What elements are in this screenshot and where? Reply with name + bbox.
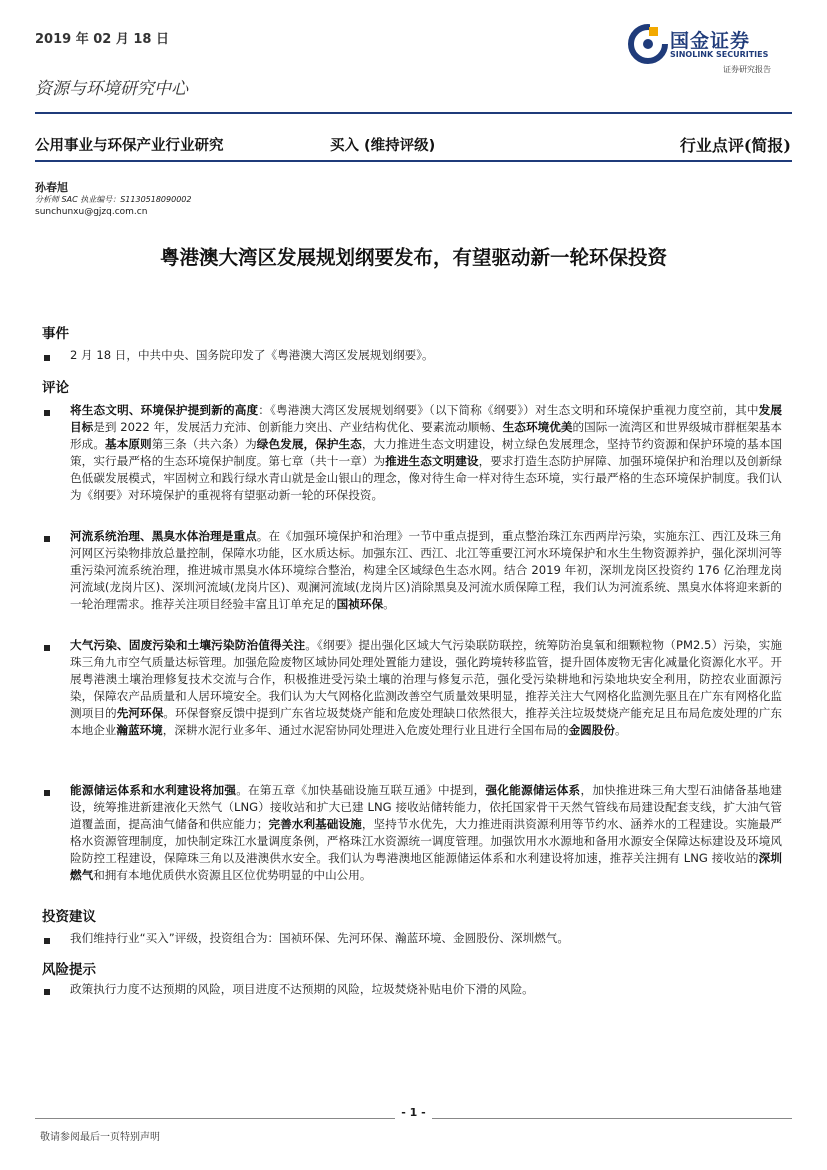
report-title: 粤港澳大湾区发展规划纲要发布，有望驱动新一轮环保投资 (159, 246, 667, 269)
author-cert: 分析师 SAC 执业编号：S1130518090002 (35, 195, 192, 204)
body-text: 的国际一流湾区和世界级城市群框架基本形成。 (70, 420, 782, 451)
body-text: 。在《加强环境保护和治理》一节中重点提到，重点整治珠江东西两岸污染，实施东江、西江及珠三角河网区污染物排放总量控制，保障水功能，区水质达标。加强东江、西江、北江等重要江河水环境保护和水生生物资源养护，强化深圳河等重污染河流系统治理，推进城市黑臭水体环境综合整治，构建全区域绿色生态水网。结合 2019 年初，深圳龙岗区投资约 176 亿治理龙岗河流域(龙岗片区)、深圳河流域(龙岗片区)、观澜河流域(龙岗片区)消除黑臭及河流水质保障工程，我们认为河流系统、黑臭水体将迎来新的一轮治理需求。推荐关注项目经验丰富且订单充足的 (70, 529, 782, 611)
invest-text: 我们维持行业“买入”评级，投资组合为：国祯环保、先河环保、瀚蓝环境、金圆股份、深圳燃气。 (70, 931, 569, 945)
bullet-icon (44, 938, 50, 944)
body-text: 是到 2022 年，发展活力充沛、创新能力突出、产业结构优化、要素流动顺畅、 (93, 420, 503, 434)
page-number-text: - 1 - (395, 1106, 431, 1119)
bullet-icon (44, 645, 50, 651)
doc-type: 行业点评(简报) (679, 136, 791, 155)
industry-label: 公用事业与环保产业行业研究 (35, 138, 224, 154)
body-text: 第三条（共六条）为 (151, 437, 257, 451)
highlight-text: 绿色发展，保护生态 (256, 437, 362, 451)
highlight-text: 生态环境优美 (502, 420, 573, 434)
highlight-text: 河流系统治理、黑臭水体治理是重点 (70, 529, 257, 543)
body-text: 和拥有本地优质供水资源且区位优势明显的中山公用。 (93, 868, 372, 882)
page-number (0, 1106, 827, 1119)
comment-paragraph-1 (70, 402, 782, 504)
highlight-text: 深圳燃气 (70, 851, 782, 882)
highlight-text: 能源储运体系和水利建设将加强 (70, 783, 237, 797)
comment-heading: 评论 (42, 380, 69, 396)
header-divider-top (35, 112, 792, 114)
highlight-text: 推进生态文明建设 (385, 454, 479, 468)
body-text: 。环保督察反馈中提到广东省垃圾焚烧产能和危废处理缺口依然很大，推荐关注垃圾焚烧产能充足且布局危废处理的广东本地企业 (70, 706, 782, 737)
body-text: ，要求打造生态防护屏障、加强环境保护和治理以及创新绿色低碳发展模式，牢固树立和践行绿水青山就是金山银山的理念，像对待生命一样对待生态环境，实行最严格的生态环境保护制度。我们认为《纲要》对环境保护的重视将有望驱动新一轮的环保投资。 (70, 454, 782, 502)
research-center: 资源与环境研究中心 (35, 79, 188, 99)
body-text: ，深耕水泥行业多年、通过水泥窑协同处理进入危废处理行业且进行全国布局的 (162, 723, 569, 737)
body-text: 。在第五章《加快基础设施互联互通》中提到， (236, 783, 486, 797)
highlight-text: 先河环保 (116, 706, 164, 720)
body-text: ：《粤港澳大湾区发展规划纲要》（以下简称《纲要》）对生态文明和环境保护重视力度空前，其中 (258, 403, 759, 417)
risk-text: 政策执行力度不达预期的风险，项目进度不达预期的风险，垃圾焚烧补贴电价下滑的风险。 (70, 982, 534, 996)
highlight-text: 瀚蓝环境 (116, 723, 163, 737)
highlight-text: 发展目标 (70, 403, 782, 434)
highlight-text: 大气污染、固废污染和土壤污染防治值得关注 (70, 638, 306, 652)
highlight-text: 基本原则 (105, 437, 152, 451)
body-text: 。 (614, 723, 627, 737)
body-text: 。 (383, 597, 395, 611)
invest-heading: 投资建议 (42, 909, 96, 925)
author-email[interactable]: sunchunxu@gjzq.com.cn (35, 207, 148, 217)
logo-name-cn: 国金证券 (670, 30, 751, 52)
highlight-text: 金圆股份 (568, 723, 615, 737)
highlight-text: 完善水利基础设施 (268, 817, 362, 831)
body-text: ，大力推进生态文明建设，树立绿色发展理念，坚持节约资源和保护环境的基本国策，实行最严格的生态环境保护制度。第七章（共十一章）为 (70, 437, 782, 468)
bullet-icon (44, 355, 50, 361)
body-text: 。《纲要》提出强化区域大气污染联防联控，统筹防治臭氧和细颗粒物（PM2.5）污染，实施珠三角九市空气质量达标管理。加强危险废物区域协同处理处置能力建设，强化跨境转移监管，提升固体废物无害化减量化资源化水平。开展粤港澳土壤治理修复技术交流与合作，积极推进受污染土壤的治理与修复示范，强化受污染耕地和污染地块安全利用，防控农业面源污染，保障农产品质量和人居环境安全。我们认为大气网格化监测改善空气质量效果明显，推荐关注大气网格化监测先驱且在广东有网格化监测项目的 (70, 638, 782, 720)
event-heading: 事件 (42, 326, 69, 342)
bullet-icon (44, 989, 50, 995)
header-divider-bottom (35, 160, 792, 162)
body-text: ，坚持节水优先，大力推进雨洪资源利用等节约水、涵养水的工程建设。实施最严格水资源管理制度，加快制定珠江水量调度条例，严格珠江水资源统一调度管理。加强饮用水水源地和备用水源安全保障达标建设及环境风险防控工程建设，保障珠三角以及港澳供水安全。我们认为粤港澳地区能源储运体系和水利建设将加速，推荐关注拥有 LNG 接收站的 (70, 817, 782, 865)
highlight-text: 将生态文明、环境保护提到新的高度 (70, 403, 259, 417)
report-date: 2019 年 02 月 18 日 (35, 32, 169, 47)
bullet-icon (44, 790, 50, 796)
highlight-text: 国祯环保 (336, 597, 384, 611)
event-text: 2 月 18 日，中共中央、国务院印发了《粤港澳大湾区发展规划纲要》。 (70, 348, 434, 362)
footer-disclaimer[interactable]: 敬请参阅最后一页特别声明 (40, 1132, 160, 1143)
rating-label: 买入 (维持评级) (330, 138, 436, 154)
comment-paragraph-4 (70, 782, 782, 884)
highlight-text: 强化能源储运体系 (485, 783, 581, 797)
bullet-icon (44, 536, 50, 542)
logo-name-en: SINOLINK SECURITIES (670, 50, 769, 59)
bullet-icon (44, 410, 50, 416)
comment-paragraph-2 (70, 528, 782, 613)
risk-heading: 风险提示 (42, 962, 96, 978)
body-text: ，加快推进珠三角大型石油储备基地建设，统筹推进新建液化天然气（LNG）接收站和扩大已建 LNG 接收站储转能力，依托国家骨干天然气管线布局建设配套支线，扩大油气管道覆盖面，提高油气储备和供应能力； (70, 783, 782, 831)
author-name: 孙春旭 (35, 181, 68, 194)
comment-paragraph-3 (70, 637, 782, 739)
logo-subtitle: 证券研究报告 (723, 65, 771, 74)
logo-mark-icon (628, 24, 668, 64)
